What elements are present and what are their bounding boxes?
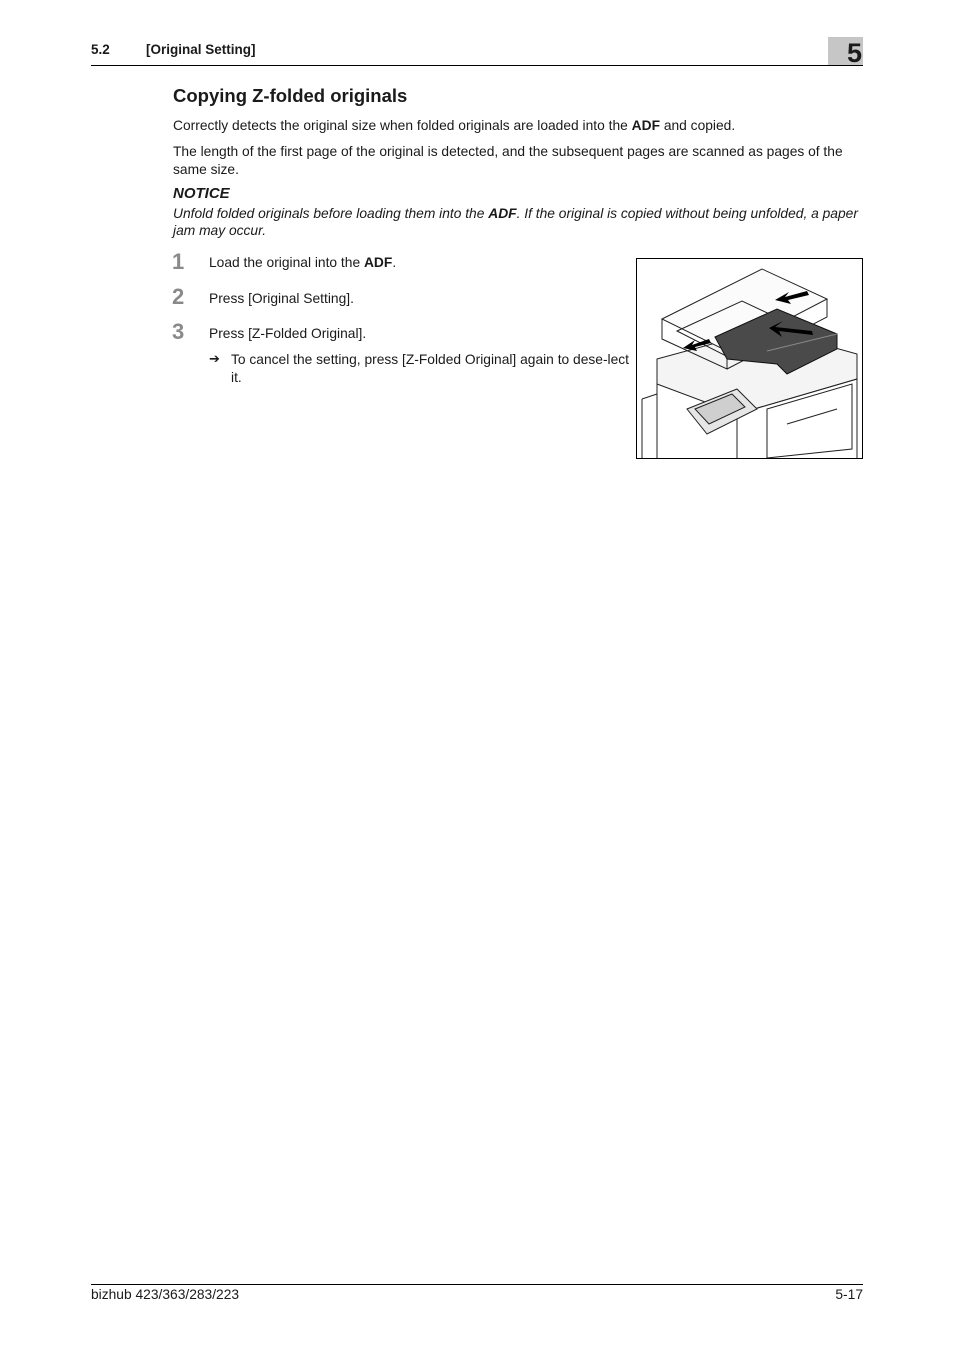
notice-title: NOTICE: [173, 185, 230, 202]
step-1-before: Load the original into the: [209, 255, 364, 270]
footer-rule: [91, 1284, 863, 1285]
chapter-number: 5: [846, 38, 862, 68]
header-rule: [91, 65, 863, 66]
intro-p1-after: and copied.: [660, 118, 736, 133]
substep-text: To cancel the setting, press [Z-Folded Original] again to dese-lect it.: [231, 352, 630, 385]
chapter-badge: [828, 37, 863, 68]
step-2-number: 2: [172, 284, 185, 309]
step-3-text: Press [Z-Folded Original].: [209, 326, 367, 341]
intro-p1-bold: ADF: [631, 118, 660, 133]
intro-p1-before: Correctly detects the original size when folded originals are loaded into the: [173, 118, 632, 133]
adf-loading-illustration: [636, 258, 863, 459]
notice-text-before: Unfold folded originals before loading them into the: [173, 206, 489, 221]
step-1-after: .: [392, 255, 397, 270]
notice-text-after: . If the original is copied without being unfolded, a paper jam may occur.: [173, 206, 858, 238]
intro-paragraph-2: The length of the first page of the original is detected, and the subsequent pages are scanned as pages of the same size.: [173, 144, 843, 177]
section-title: [Original Setting]: [146, 42, 256, 57]
footer-model: bizhub 423/363/283/223: [91, 1287, 240, 1302]
intro-paragraph-1: [173, 117, 863, 135]
copier-drawing: [637, 259, 862, 458]
step-1-number: 1: [172, 249, 185, 274]
step-1-bold: ADF: [363, 255, 393, 270]
step-3-number: 3: [172, 319, 185, 344]
notice-text: [173, 205, 863, 239]
page-heading: Copying Z-folded originals: [173, 85, 408, 106]
substep-arrow-icon: ➔: [209, 351, 220, 366]
section-number: 5.2: [91, 42, 110, 57]
step-2-text: Press [Original Setting].: [209, 291, 354, 306]
notice-text-bold: ADF: [488, 206, 517, 221]
footer-page-number: 5-17: [835, 1287, 863, 1302]
step-1-text: [209, 255, 396, 270]
